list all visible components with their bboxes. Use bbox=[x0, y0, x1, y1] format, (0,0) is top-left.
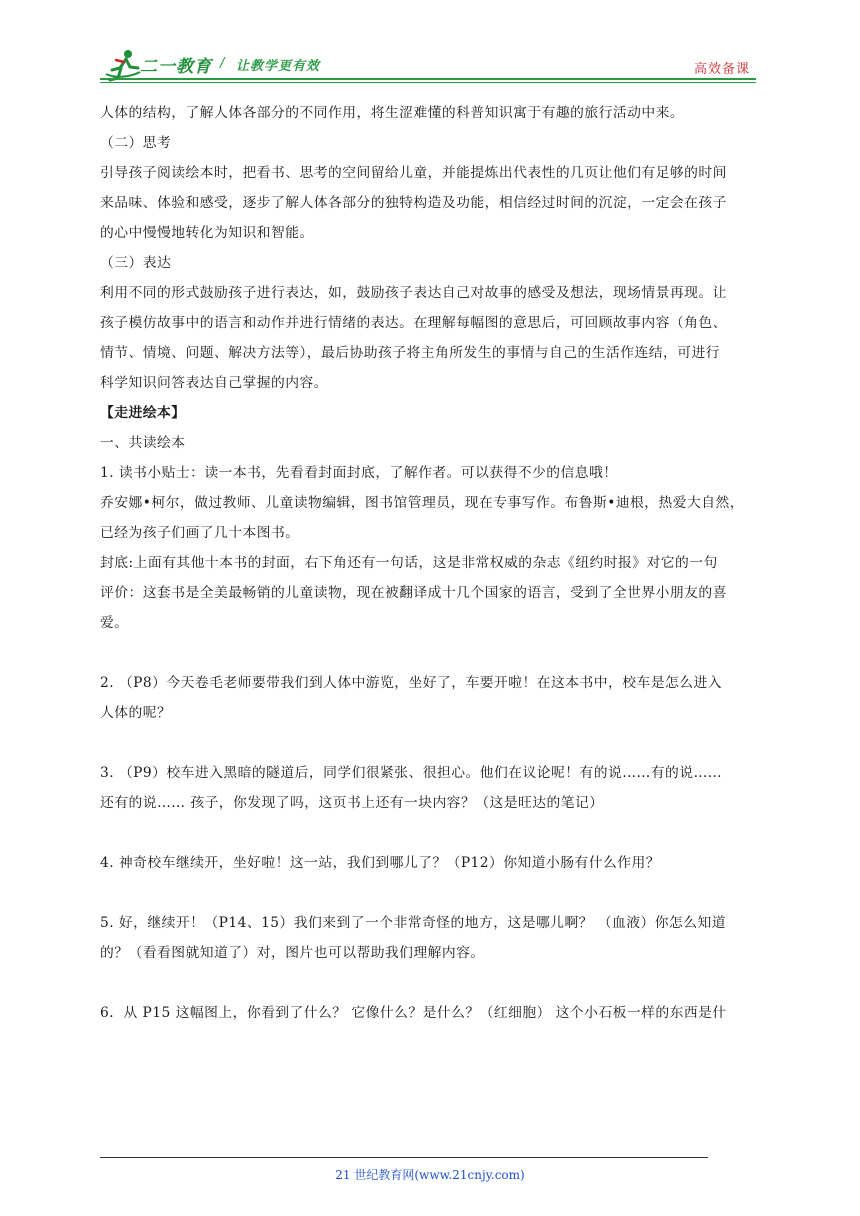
paragraph-line: 封底:上面有其他十本书的封面，右下角还有一句话，这是非常权威的杂志《纽约时报》对它的一句 bbox=[100, 555, 718, 571]
spacer bbox=[100, 638, 760, 668]
paragraph-line: 还有的说…… 孩子，你发现了吗，这页书上还有一块内容？（这是旺达的笔记） bbox=[100, 795, 604, 811]
paragraph-line: 已经为孩子们画了几十本图书。 bbox=[100, 525, 300, 541]
paragraph-line: 科学知识问答表达自己掌握的内容。 bbox=[100, 375, 328, 391]
paragraph-line: 情节、情境、问题、解决方法等），最后协助孩子将主角所发生的事情与自己的生活作连结，可进行 bbox=[100, 345, 720, 361]
header-section-label: 高效备课 bbox=[693, 62, 750, 77]
list-item: 6．从 P15 这幅图上，你看到了什么？ 它像什么？是什么？（红细胞） 这个小石板一样的东西是什 bbox=[100, 1005, 727, 1021]
header-separator: / bbox=[220, 56, 225, 71]
paragraph-line: 的心中慢慢地转化为知识和智能。 bbox=[100, 225, 314, 241]
section-heading-expression: （三）表达 bbox=[100, 255, 172, 271]
paragraph-line: 人体的结构，了解人体各部分的不同作用，将生涩难懂的科普知识寓于有趣的旅行活动中来。 bbox=[100, 105, 685, 121]
paragraph-line: 人体的呢？ bbox=[100, 705, 172, 721]
header-divider-thin bbox=[100, 82, 756, 83]
header-divider bbox=[100, 78, 756, 80]
list-item: 4. 神奇校车继续开，坐好啦！这一站，我们到哪儿了？（P12）你知道小肠有什么作用？ bbox=[100, 855, 660, 871]
spacer bbox=[100, 878, 760, 908]
footer-link[interactable]: 21 世纪教育网(www.21cnjy.com) bbox=[335, 1168, 525, 1182]
runner-logo-icon bbox=[104, 48, 142, 82]
header-slogan: 让教学更有效 bbox=[236, 59, 321, 74]
paragraph-line: 来品味、体验和感受，逐步了解人体各部分的独特构造及功能，相信经过时间的沉淀，一定会在孩子 bbox=[100, 195, 727, 211]
paragraph-line: 乔安娜•柯尔，做过教师、儿童读物编辑，图书馆管理员，现在专事写作。布鲁斯•迪根，热爱大自然， bbox=[100, 495, 745, 511]
brand-name: 二一教育 bbox=[140, 57, 212, 77]
section-heading-thinking: （二）思考 bbox=[100, 135, 172, 151]
paragraph-line: 评价：这套书是全美最畅销的儿童读物，现在被翻译成十几个国家的语言，受到了全世界小朋友的喜 bbox=[100, 585, 727, 601]
list-item: 3. （P9）校车进入黑暗的隧道后，同学们很紧张、很担心。他们在议论呢！有的说……有的说…… bbox=[100, 765, 722, 781]
spacer bbox=[100, 728, 760, 758]
section-title-enter-picture-book: 【走进绘本】 bbox=[100, 405, 186, 421]
list-item: 5. 好，继续开！（P14、15）我们来到了一个非常奇怪的地方，这是哪儿啊？ （血液）你怎么知道 bbox=[100, 915, 727, 931]
document-body bbox=[100, 98, 760, 1028]
paragraph-line: 爱。 bbox=[100, 615, 129, 631]
page-header bbox=[100, 44, 756, 84]
footer-divider bbox=[100, 1157, 708, 1158]
paragraph-line: 引导孩子阅读绘本时，把看书、思考的空间留给儿童，并能提炼出代表性的几页让他们有足够的时间 bbox=[100, 165, 727, 181]
list-item: 1. 读书小贴士：读一本书，先看看封面封底，了解作者。可以获得不少的信息哦！ bbox=[100, 465, 618, 481]
list-item: 2. （P8）今天卷毛老师要带我们到人体中游览，坐好了，车要开啦！在这本书中，校车是怎么进入 bbox=[100, 675, 722, 691]
paragraph-line: 利用不同的形式鼓励孩子进行表达，如，鼓励孩子表达自己对故事的感受及想法，现场情景再现。让 bbox=[100, 285, 727, 301]
paragraph-line: 孩子模仿故事中的语言和动作并进行情绪的表达。在理解每幅图的意思后，可回顾故事内容（角色、 bbox=[100, 315, 727, 331]
paragraph-line: 的？（看看图就知道了）对，图片也可以帮助我们理解内容。 bbox=[100, 945, 485, 961]
subsection-heading: 一、共读绘本 bbox=[100, 435, 186, 451]
spacer bbox=[100, 968, 760, 998]
spacer bbox=[100, 818, 760, 848]
